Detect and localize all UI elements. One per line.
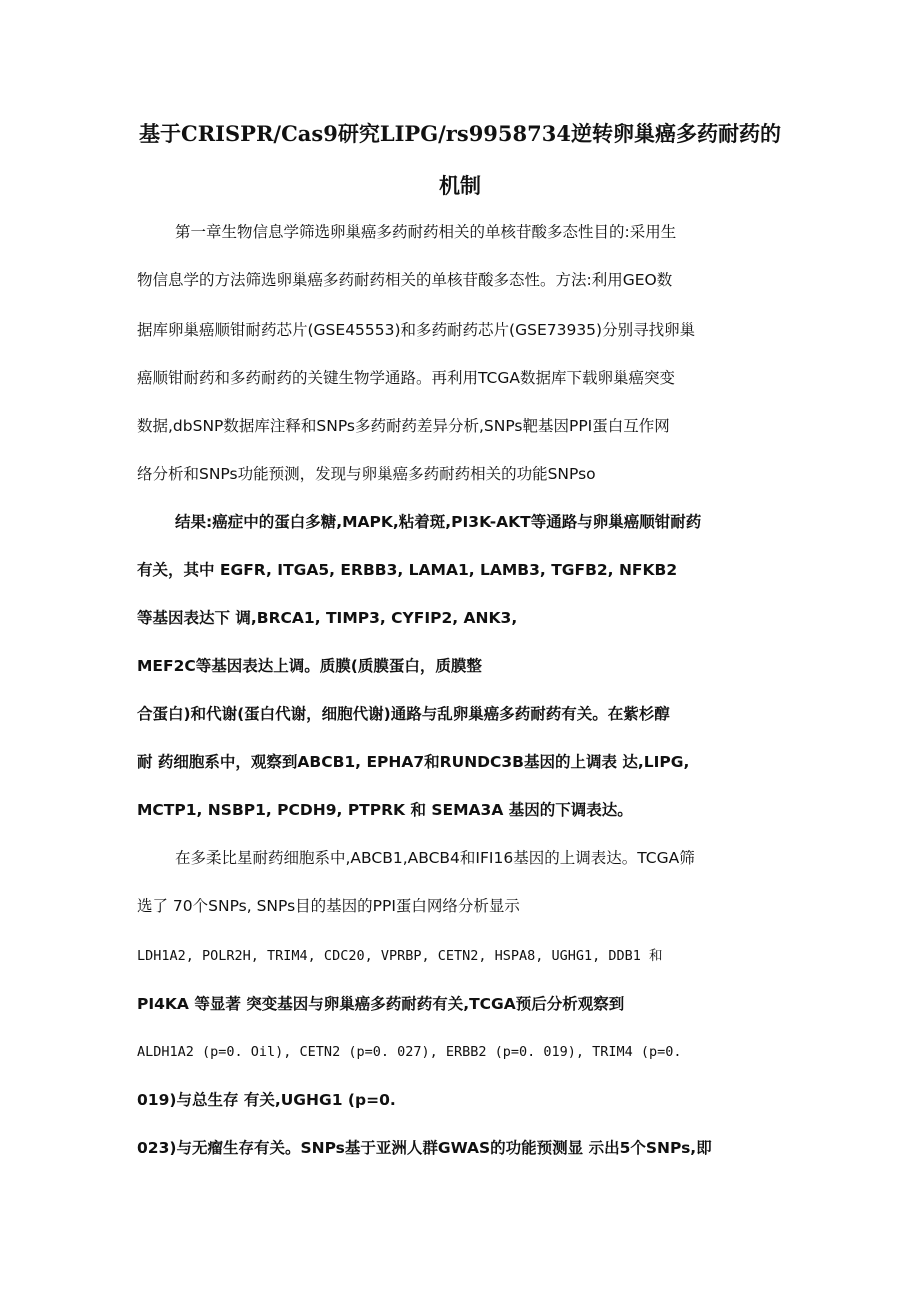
results-line: 结果:癌症中的蛋白多糖,MAPK,粘着斑,PI3K-AKT等通路与卵巢癌顺钳耐药: [175, 513, 702, 531]
results-line: 合蛋白)和代谢(蛋白代谢，细胞代谢)通路与乱卵巢癌多药耐药有关。在紫杉醇: [137, 705, 670, 723]
paragraph-line: 选了 70个SNPs, SNPs目的基因的PPI蛋白网络分析显示: [137, 897, 520, 915]
pvalue-line: ALDH1A2 (p=0. Oil), CETN2 (p=0. 027), ERBB2 (p=0. 019), TRIM4 (p=0.: [137, 1044, 682, 1060]
document-title-line-2: 机制: [439, 173, 481, 198]
paragraph-line: 第一章生物信息学筛选卵巢癌多药耐药相关的单核苷酸多态性目的:采用生: [175, 223, 677, 241]
paragraph-line: PI4KA 等显著 突变基因与卵巢癌多药耐药有关,TCGA预后分析观察到: [137, 995, 625, 1013]
paragraph-line: 据库卵巢癌顺钳耐药芯片(GSE45553)和多药耐药芯片(GSE73935)分别寻找卵巢: [137, 321, 696, 339]
results-line: 等基因表达下 调,BRCA1, TIMP3, CYFIP2, ANK3,: [137, 609, 518, 627]
paragraph-line: 在多柔比星耐药细胞系中,ABCB1,ABCB4和IFI16基因的上调表达。TCGA筛: [175, 849, 695, 867]
results-line: MEF2C等基因表达上调。质膜(质膜蛋白，质膜整: [137, 657, 482, 675]
paragraph-line: 癌顺钳耐药和多药耐药的关键生物学通路。再利用TCGA数据库下载卵巢癌突变: [137, 369, 675, 387]
results-line: 有关，其中 EGFR, ITGA5, ERBB3, LAMA1, LAMB3, TGFB2, NFKB2: [137, 561, 678, 579]
results-line: MCTP1, NSBP1, PCDH9, PTPRK 和 SEMA3A 基因的下调表达。: [137, 801, 633, 819]
paragraph-line: 络分析和SNPs功能预测，发现与卵巢癌多药耐药相关的功能SNPso: [137, 465, 596, 483]
paragraph-line: 019)与总生存 有关,UGHG1 (p=0.: [137, 1091, 396, 1109]
paragraph-line: 物信息学的方法筛选卵巢癌多药耐药相关的单核苷酸多态性。方法:利用GEO数: [137, 271, 673, 289]
gene-list-line: LDH1A2, POLR2H, TRIM4, CDC20, VPRBP, CETN2, HSPA8, UGHG1, DDB1 和: [137, 948, 663, 964]
results-line: 耐 药细胞系中，观察到ABCB1, EPHA7和RUNDC3B基因的上调表 达,LIPG,: [137, 753, 690, 771]
paragraph-line: 数据,dbSNP数据库注释和SNPs多药耐药差异分析,SNPs靶基因PPI蛋白互作网: [137, 417, 670, 435]
document-title-line-1: 基于CRISPR/Cas9研究LIPG/rs9958734逆转卵巢癌多药耐药的: [139, 121, 781, 146]
paragraph-line: 023)与无瘤生存有关。SNPs基于亚洲人群GWAS的功能预测显 示出5个SNPs,即: [137, 1139, 712, 1157]
